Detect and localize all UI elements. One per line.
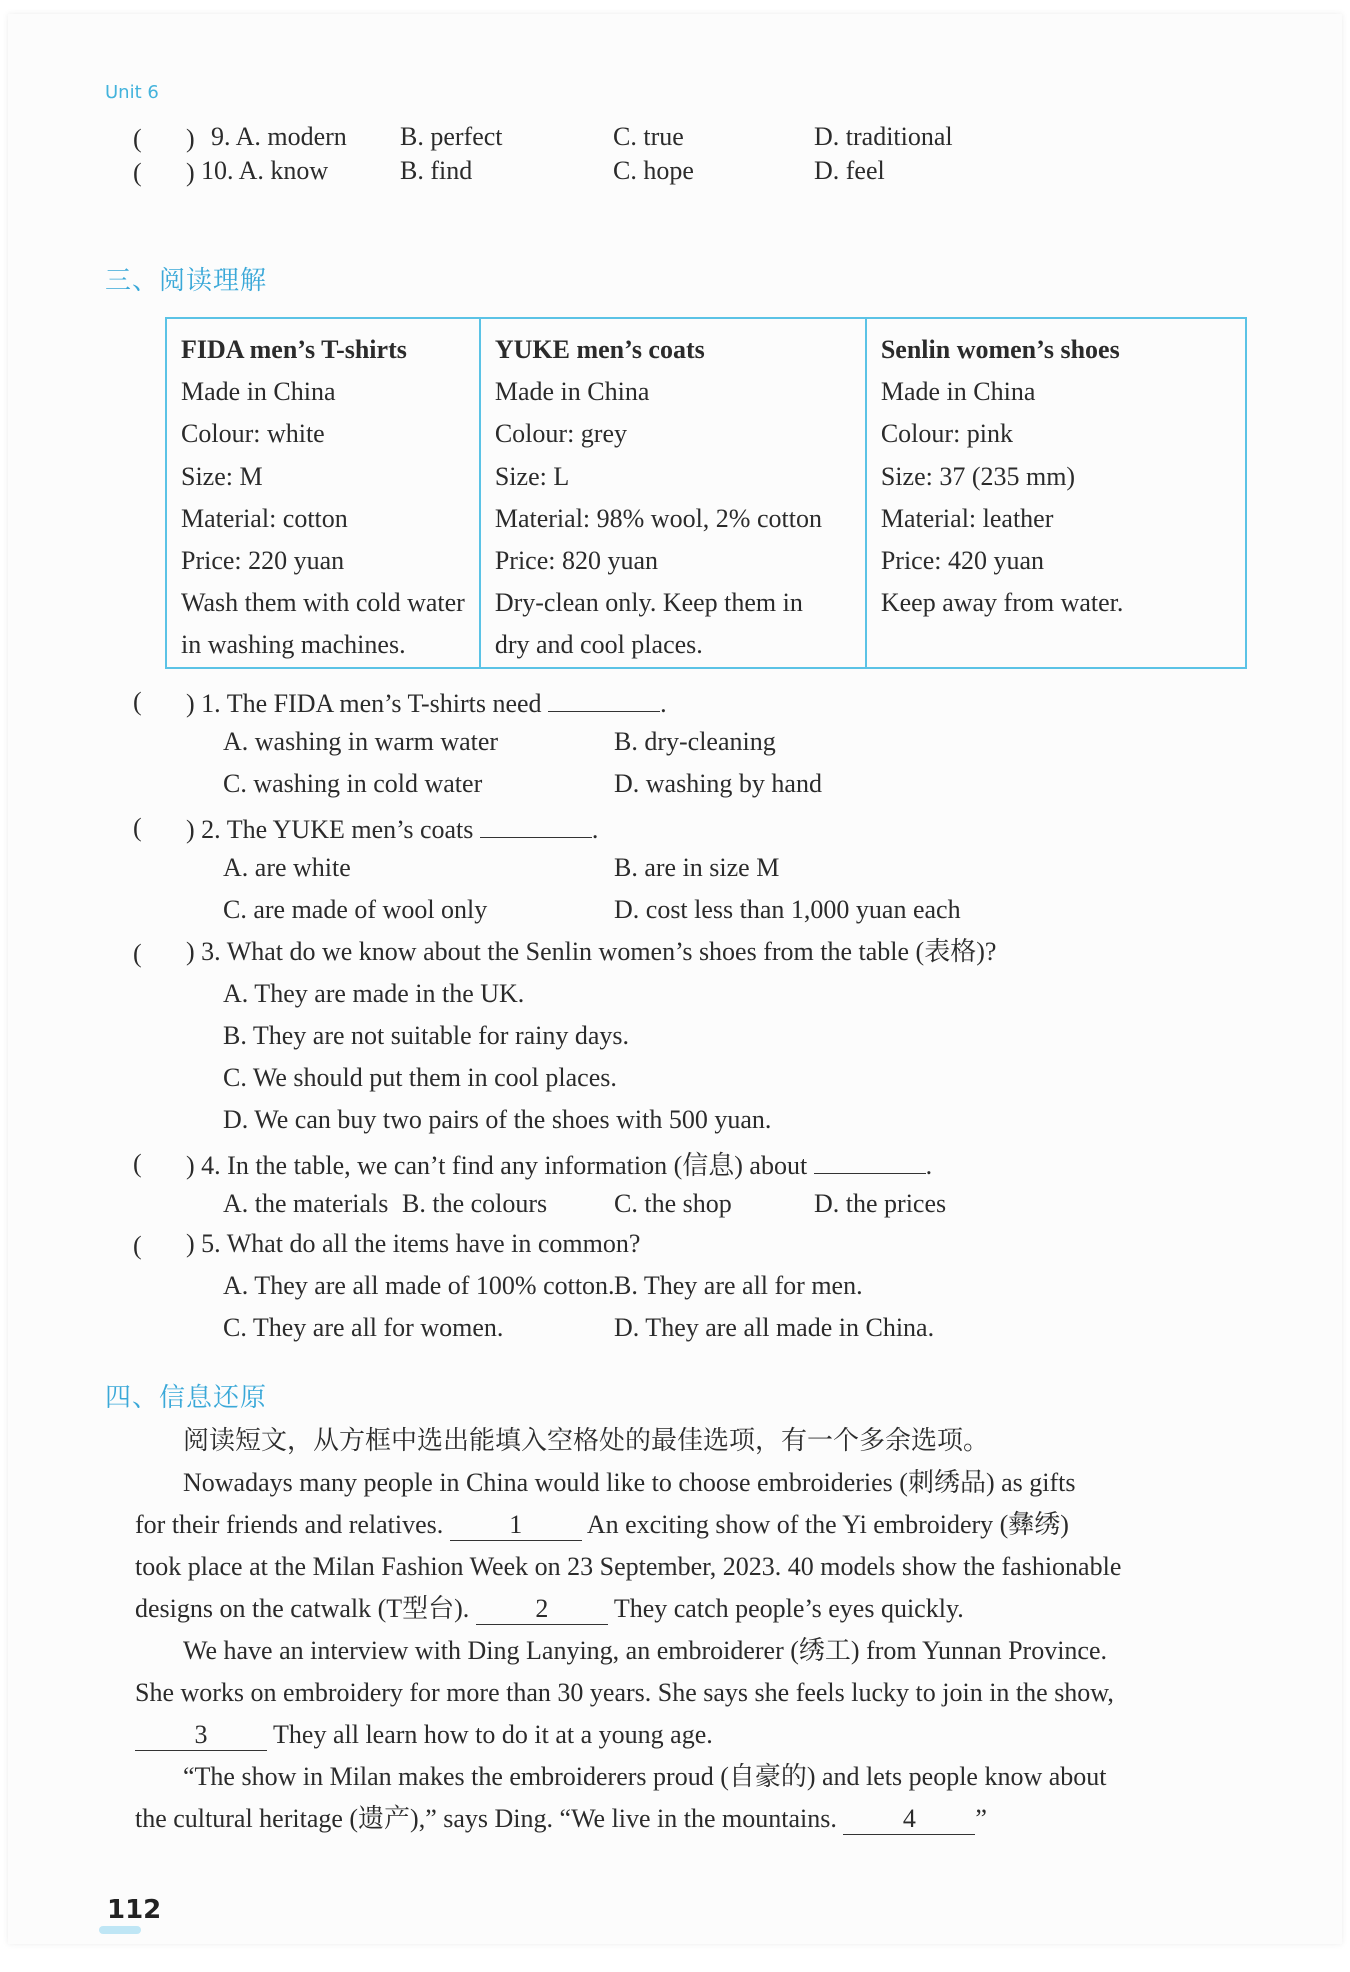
answer-paren-open: ( <box>133 813 142 842</box>
option-d: D. washing by hand <box>614 769 822 798</box>
gap-blank-2[interactable]: 2 <box>476 1594 608 1625</box>
product-line: Wash them with cold water <box>181 588 465 618</box>
passage-line: We have an interview with Ding Lanying, an embroiderer (绣工) from Yunnan Province. <box>183 1636 1108 1665</box>
option-d: D. cost less than 1,000 yuan each <box>614 895 961 924</box>
gap-blank-4[interactable]: 4 <box>843 1804 975 1835</box>
product-line: Made in China <box>880 377 1036 407</box>
option-c: C. are made of wool only <box>223 895 488 924</box>
product-line: dry and cool places. <box>494 630 703 660</box>
product-title: FIDA men’s T-shirts <box>181 335 407 364</box>
product-line: Size: 37 (235 mm) <box>880 461 1076 491</box>
passage-line: Nowadays many people in China would like to choose embroideries (刺绣品) as gifts <box>183 1468 1076 1497</box>
product-line: Made in China <box>181 377 336 407</box>
product-line: Colour: white <box>181 419 325 449</box>
answer-paren-open: ( <box>133 1231 142 1260</box>
product-line: Material: cotton <box>181 503 348 533</box>
gap-blank-3[interactable]: 3 <box>135 1720 267 1751</box>
option-a: 9. A. modern <box>211 122 347 151</box>
product-line: Made in China <box>494 377 650 407</box>
product-column-yuke <box>480 318 866 668</box>
option-d: D. We can buy two pairs of the shoes with 500 yuan. <box>223 1105 772 1134</box>
passage-line: took place at the Milan Fashion Week on 23 September, 2023. 40 models show the fashionable <box>135 1552 1122 1581</box>
passage-line: the cultural heritage (遗产),” says Ding. “We live in the mountains. 4 ” <box>135 1804 987 1833</box>
option-b: B. perfect <box>400 122 503 151</box>
option-d: D. traditional <box>814 122 953 151</box>
option-a: A. are white <box>223 853 351 882</box>
answer-paren-open: ( <box>133 158 142 187</box>
passage-line: She works on embroidery for more than 30 years. She says she feels lucky to join in the show, <box>135 1678 1114 1707</box>
product-line: Colour: pink <box>880 419 1014 449</box>
instruction-text: 阅读短文，从方框中选出能填入空格处的最佳选项，有一个多余选项。 <box>183 1426 990 1455</box>
question-stem: ) 1. The FIDA men’s T-shirts need . <box>186 685 667 719</box>
option-a: A. washing in warm water <box>223 727 499 756</box>
product-line: Material: leather <box>880 503 1054 533</box>
product-line: Price: 420 yuan <box>880 546 1045 576</box>
answer-paren-close: ) <box>186 158 195 187</box>
answer-paren-open: ( <box>133 939 142 968</box>
product-line: in washing machines. <box>181 630 406 660</box>
answer-paren-close: ) <box>186 124 195 153</box>
page-number-highlight <box>99 1926 141 1934</box>
page-number: 112 <box>107 1895 162 1925</box>
option-c: C. true <box>613 122 684 151</box>
product-column-senlin <box>866 318 1246 668</box>
option-c: C. We should put them in cool places. <box>223 1063 617 1092</box>
option-a: A. They are all made of 100% cotton. <box>223 1271 615 1300</box>
option-c: C. the shop <box>614 1189 732 1218</box>
product-line: Price: 820 yuan <box>494 546 659 576</box>
product-title: Senlin women’s shoes <box>880 335 1120 364</box>
option-b: B. find <box>400 156 473 185</box>
product-title: YUKE men’s coats <box>494 335 705 364</box>
passage-line: for their friends and relatives. 1 An exciting show of the Yi embroidery (彝绣) <box>135 1510 1069 1539</box>
question-stem: ) 3. What do we know about the Senlin women’s shoes from the table (表格)? <box>186 937 997 966</box>
passage-line: designs on the catwalk (T型台). 2 They catch people’s eyes quickly. <box>135 1594 964 1623</box>
option-b: B. dry-cleaning <box>614 727 776 756</box>
answer-blank <box>548 685 660 712</box>
option-a: 10. A. know <box>201 156 329 185</box>
answer-paren-open: ( <box>133 687 142 716</box>
answer-paren-open: ( <box>133 1149 142 1178</box>
question-stem: ) 2. The YUKE men’s coats . <box>186 811 598 845</box>
product-line: Colour: grey <box>494 419 627 449</box>
option-b: B. They are not suitable for rainy days. <box>223 1021 630 1050</box>
option-b: B. the colours <box>402 1189 548 1218</box>
option-d: D. the prices <box>814 1189 947 1218</box>
option-b: B. are in size M <box>614 853 780 882</box>
option-a: A. They are made in the UK. <box>223 979 525 1008</box>
product-line: Price: 220 yuan <box>181 546 345 576</box>
answer-blank <box>480 811 592 838</box>
option-d: D. They are all made in China. <box>614 1313 935 1342</box>
answer-paren-open: ( <box>133 124 142 153</box>
workbook-page <box>8 14 1342 1944</box>
product-info-table <box>165 317 1247 669</box>
product-line: Material: 98% wool, 2% cotton <box>494 503 822 533</box>
option-d: D. feel <box>814 156 885 185</box>
question-stem: ) 4. In the table, we can’t find any information (信息) about . <box>186 1147 932 1181</box>
option-a: A. the materials <box>223 1189 389 1218</box>
option-c: C. washing in cold water <box>223 769 483 798</box>
question-stem: ) 5. What do all the items have in common? <box>186 1229 641 1258</box>
passage-line: “The show in Milan makes the embroiderers proud (自豪的) and lets people know about <box>183 1762 1107 1791</box>
option-b: B. They are all for men. <box>614 1271 863 1300</box>
product-line: Dry-clean only. Keep them in <box>494 588 803 618</box>
answer-blank <box>814 1147 926 1174</box>
unit-label: Unit 6 <box>105 82 159 103</box>
option-c: C. hope <box>613 156 694 185</box>
product-line: Size: L <box>494 461 570 491</box>
section-title-info-restore: 四、信息还原 <box>105 1383 268 1413</box>
passage-line: 3 They all learn how to do it at a young age. <box>135 1714 713 1756</box>
section-title-reading: 三、阅读理解 <box>105 266 268 296</box>
option-c: C. They are all for women. <box>223 1313 504 1342</box>
product-line: Size: M <box>181 461 263 491</box>
product-column-fida <box>166 318 480 668</box>
gap-blank-1[interactable]: 1 <box>450 1510 582 1541</box>
product-line: Keep away from water. <box>880 588 1124 618</box>
